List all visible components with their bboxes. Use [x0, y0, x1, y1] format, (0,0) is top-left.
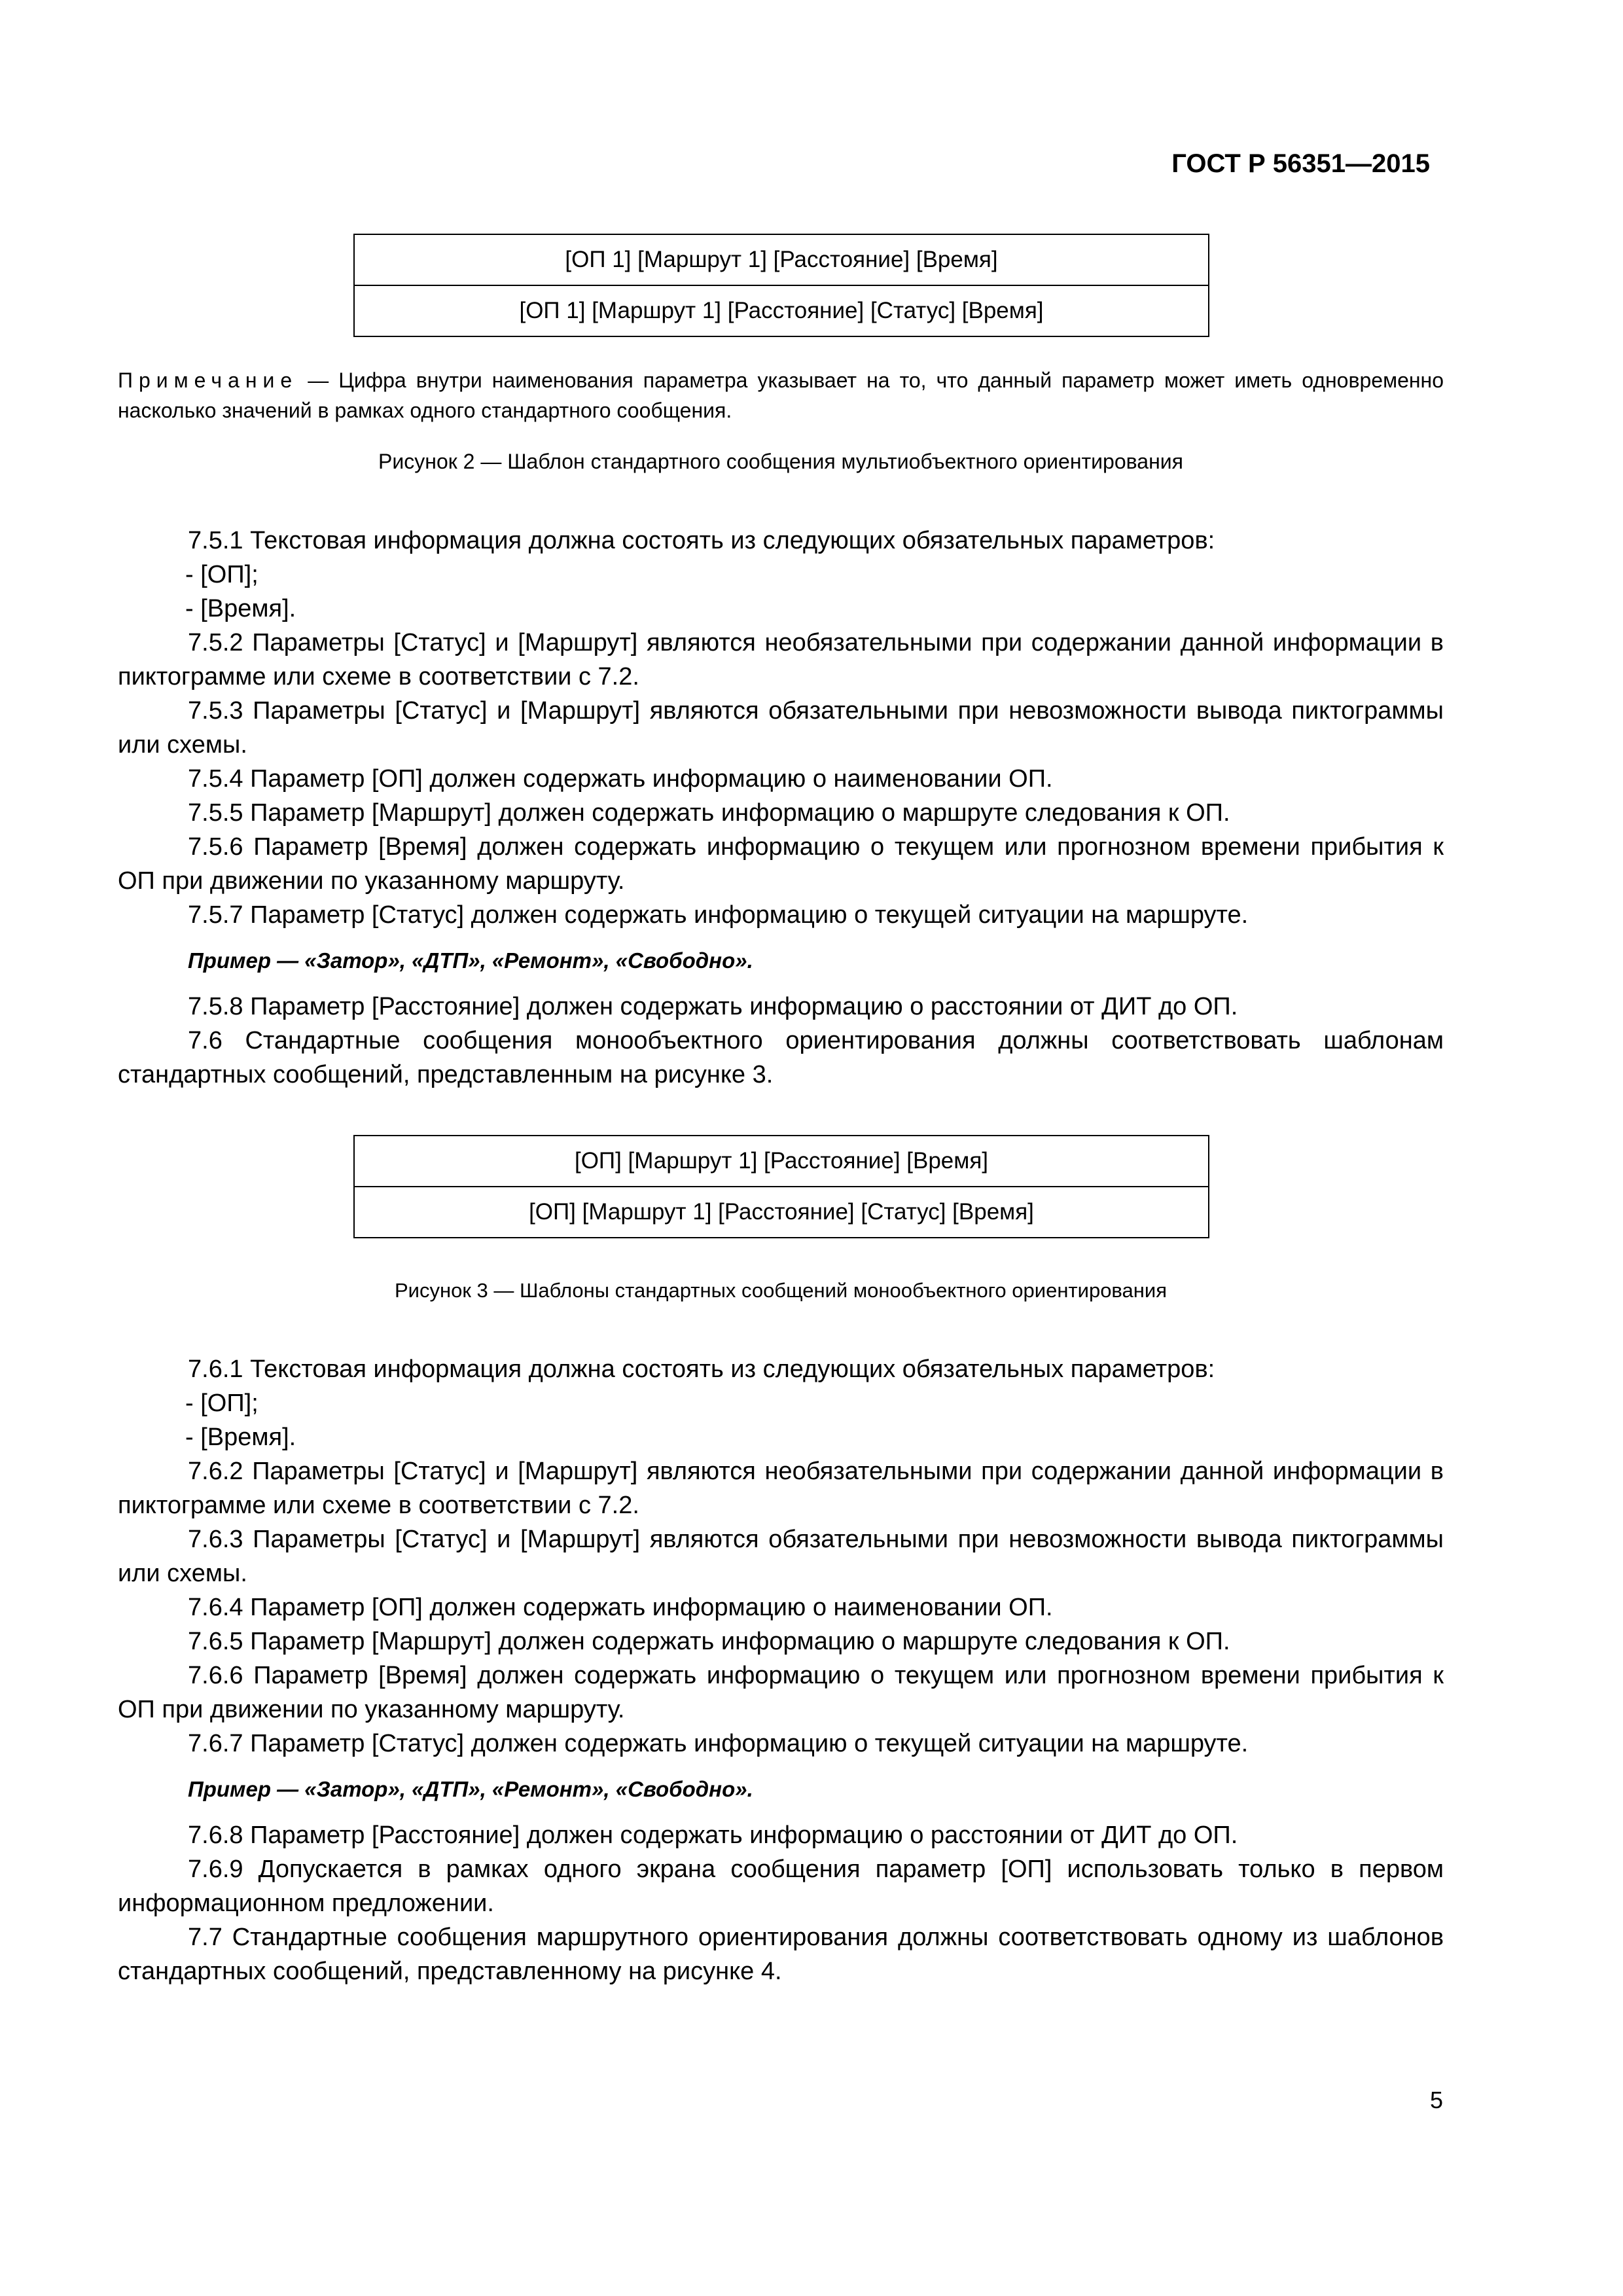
paragraph: 7.6.5 Параметр [Маршрут] должен содержать информацию о маршруте следования к ОП.: [188, 1628, 1230, 1655]
list-item: - [Время].: [185, 595, 296, 622]
paragraph: 7.5.1 Текстовая информация должна состоять из следующих обязательных параметров:: [188, 527, 1215, 554]
table-row: [354, 285, 1209, 336]
paragraph: 7.6.1 Текстовая информация должна состоять из следующих обязательных параметров:: [188, 1355, 1215, 1383]
paragraph: 7.5.3 Параметры [Статус] и [Маршрут] являются обязательными при невозможности вывода пиктограммы или схемы.: [118, 697, 1444, 759]
paragraph: 7.6.7 Параметр [Статус] должен содержать информацию о текущей ситуации на маршруте.: [188, 1730, 1249, 1757]
paragraph: 7.5.7 Параметр [Статус] должен содержать информацию о текущей ситуации на маршруте.: [188, 901, 1249, 929]
paragraph: 7.7 Стандартные сообщения маршрутного ориентирования должны соответствовать одному из шаблонов стандартных сообщений, представленному на рисунке 4.: [118, 1924, 1444, 1985]
paragraph: 7.5.8 Параметр [Расстояние] должен содержать информацию о расстоянии от ДИТ до ОП.: [188, 993, 1238, 1020]
figure-2-caption: Рисунок 2 — Шаблон стандартного сообщения мультиобъектного ориентирования: [378, 450, 1183, 473]
paragraph: 7.5.2 Параметры [Статус] и [Маршрут] являются необязательными при содержании данной информации в пиктограмме или схеме в соответствии с 7.2.: [118, 629, 1444, 691]
paragraph: 7.6.8 Параметр [Расстояние] должен содержать информацию о расстоянии от ДИТ до ОП.: [188, 1821, 1238, 1849]
paragraph: 7.5.4 Параметр [ОП] должен содержать информацию о наименовании ОП.: [188, 765, 1053, 793]
figure-3-caption: Рисунок 3 — Шаблоны стандартных сообщений монообъектного ориентирования: [394, 1279, 1168, 1302]
figure-3-template-table: [353, 1135, 1209, 1238]
paragraph: 7.6 Стандартные сообщения монообъектного ориентирования должны соответствовать шаблонам стандартных сообщений, представленным на рисунке 3.: [118, 1027, 1444, 1088]
template-cell: [ОП 1] [Маршрут 1] [Расстояние] [Статус] [Время]: [354, 285, 1209, 336]
paragraph: 7.5.5 Параметр [Маршрут] должен содержать информацию о маршруте следования к ОП.: [188, 799, 1230, 827]
paragraph: 7.6.6 Параметр [Время] должен содержать информацию о текущем или прогнозном времени прибытия к ОП при движении по указанному маршруту.: [118, 1662, 1444, 1723]
table-row: [354, 1187, 1209, 1238]
note-label: Примечание: [118, 368, 298, 392]
template-cell: [ОП] [Маршрут 1] [Расстояние] [Статус] [Время]: [354, 1187, 1209, 1238]
section-7-5: [118, 524, 1444, 1092]
paragraph: 7.6.2 Параметры [Статус] и [Маршрут] являются необязательными при содержании данной информации в пиктограмме или схеме в соответствии с 7.2.: [118, 1458, 1444, 1519]
page-number: 5: [1429, 2087, 1443, 2113]
list-item: - [Время].: [185, 1424, 296, 1451]
template-cell: [ОП 1] [Маршрут 1] [Расстояние] [Время]: [354, 234, 1209, 285]
paragraph: 7.5.6 Параметр [Время] должен содержать информацию о текущем или прогнозном времени прибытия к ОП при движении по указанному маршруту.: [118, 833, 1444, 895]
table-row: [354, 1136, 1209, 1187]
paragraph: 7.6.4 Параметр [ОП] должен содержать информацию о наименовании ОП.: [188, 1594, 1053, 1621]
paragraph: 7.6.9 Допускается в рамках одного экрана сообщения параметр [ОП] использовать только в первом информационном предложении.: [118, 1856, 1444, 1917]
example-line: Пример — «Затор», «ДТП», «Ремонт», «Свободно».: [188, 948, 753, 973]
table-row: [354, 234, 1209, 285]
figure-2-note: [118, 365, 1444, 425]
example-line: Пример — «Затор», «ДТП», «Ремонт», «Свободно».: [188, 1777, 753, 1801]
document-header: ГОСТ Р 56351—2015: [1171, 149, 1430, 178]
section-7-6: [118, 1352, 1444, 1988]
template-cell: [ОП] [Маршрут 1] [Расстояние] [Время]: [354, 1136, 1209, 1187]
list-item: - [ОП];: [185, 1390, 259, 1417]
paragraph: 7.6.3 Параметры [Статус] и [Маршрут] являются обязательными при невозможности вывода пиктограммы или схемы.: [118, 1526, 1444, 1587]
note-text: — Цифра внутри наименования параметра указывает на то, что данный параметр может иметь одновременно насколько значений в рамках одного стандартного сообщения.: [118, 368, 1444, 422]
figure-2-template-table: [353, 234, 1209, 337]
list-item: - [ОП];: [185, 561, 259, 588]
